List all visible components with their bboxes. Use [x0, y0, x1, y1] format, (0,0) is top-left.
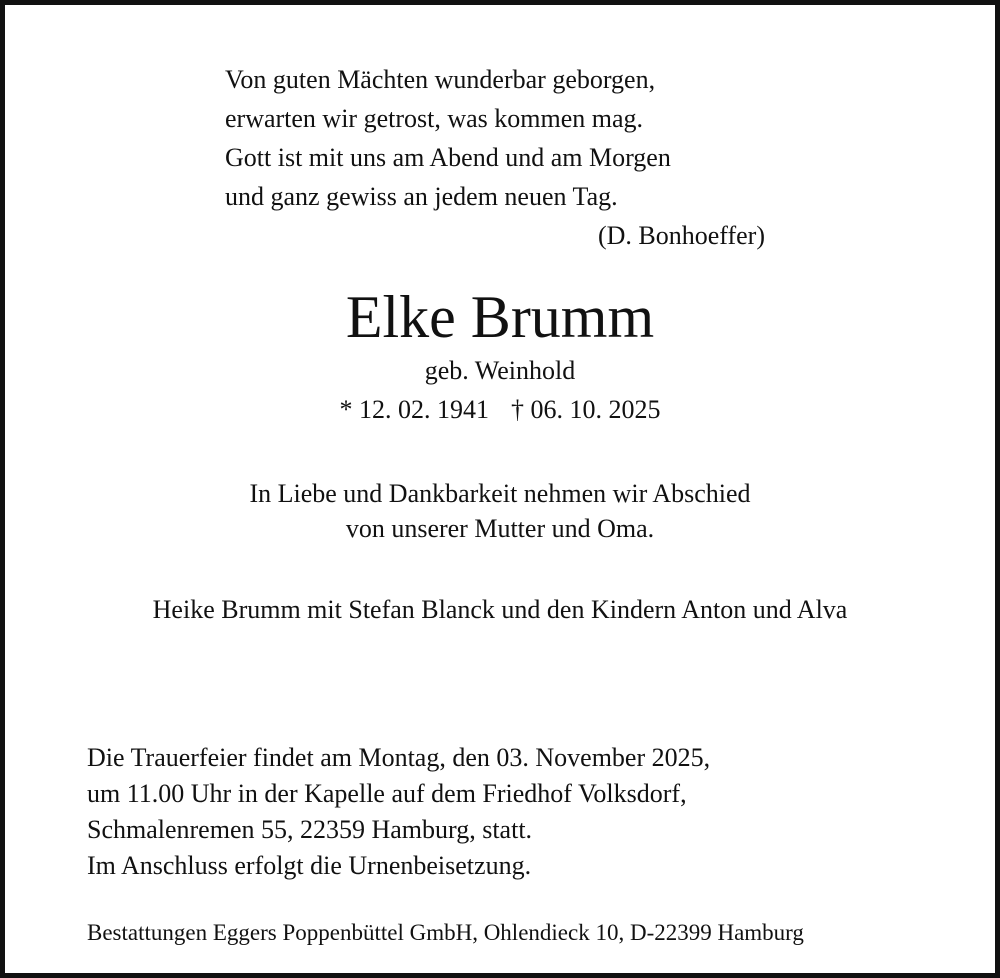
death-date: † 06. 10. 2025 [511, 395, 661, 424]
farewell-line: von unserer Mutter und Oma. [345, 514, 655, 543]
birth-date: * 12. 02. 1941 [339, 395, 489, 424]
poem-line: und ganz gewiss an jedem neuen Tag. [225, 182, 618, 211]
farewell-text [5, 476, 995, 546]
deceased-name: Elke Brumm [345, 284, 655, 350]
poem-author: (D. Bonhoeffer) [597, 221, 765, 250]
life-dates [5, 394, 995, 426]
farewell-line: In Liebe und Dankbarkeit nehmen wir Abschied [249, 479, 751, 508]
poem-line: erwarten wir getrost, was kommen mag. [225, 104, 644, 133]
service-line: Im Anschluss erfolgt die Urnenbeisetzung. [87, 851, 532, 880]
service-line: Die Trauerfeier findet am Montag, den 03. November 2025, [87, 743, 711, 772]
poem-line: Von guten Mächten wunderbar geborgen, [225, 65, 656, 94]
service-line: um 11.00 Uhr in der Kapelle auf dem Friedhof Volksdorf, [87, 779, 687, 808]
undertaker-info: Bestattungen Eggers Poppenbüttel GmbH, Ohlendieck 10, D-22399 Hamburg [87, 920, 804, 945]
poem-line: Gott ist mit uns am Abend und am Morgen [225, 143, 671, 172]
bonhoeffer-poem [225, 60, 765, 255]
maiden-name: geb. Weinhold [424, 356, 576, 385]
funeral-service-info [87, 740, 710, 884]
mourners: Heike Brumm mit Stefan Blanck und den Kindern Anton und Alva [152, 595, 848, 624]
service-line: Schmalenremen 55, 22359 Hamburg, statt. [87, 815, 533, 844]
